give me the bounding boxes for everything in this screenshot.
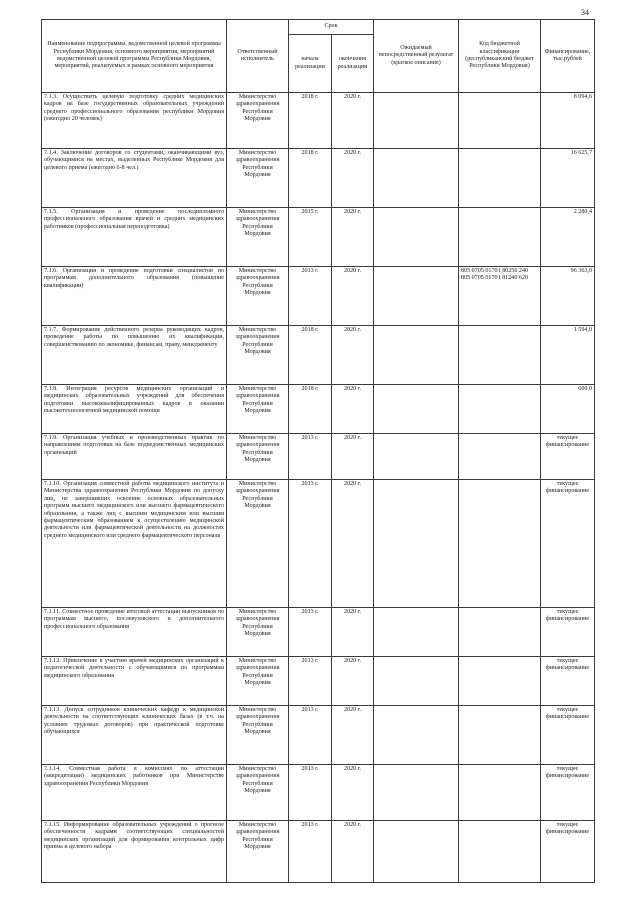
start-year: 2013 г. — [289, 821, 332, 883]
financing-amount: 600,0 — [541, 385, 595, 434]
budget-code — [459, 208, 541, 267]
budget-code — [459, 821, 541, 883]
expected-result — [374, 93, 459, 149]
header-term: Срок — [289, 20, 374, 35]
table-row — [42, 208, 595, 267]
header-end: окончания реализации — [332, 35, 374, 93]
budget-code — [459, 434, 541, 480]
activity-name: 7.1.6. Организация и проведение подготовки специалистов по программам дополнительного образования (повышение квалификации) — [42, 267, 227, 326]
financing-amount: текущее финансирование — [541, 706, 595, 765]
expected-result — [374, 765, 459, 821]
responsible-executor: Министерство здравоохранения Республики Мордовия — [227, 480, 289, 608]
table-row — [42, 385, 595, 434]
program-activities-table — [41, 19, 595, 883]
activity-name: 7.1.12. Привлечение к участию врачей медицинских организаций к педагогической деятельности с обучающимися по программам медицинского образования — [42, 657, 227, 706]
header-start: начала реализации — [289, 35, 332, 93]
end-year: 2020 г. — [332, 93, 374, 149]
expected-result — [374, 434, 459, 480]
financing-amount: текущее финансирование — [541, 480, 595, 608]
responsible-executor: Министерство здравоохранения Республики Мордовия — [227, 326, 289, 385]
activity-name: 7.1.3. Осуществить целевую подготовку средних медицинских кадров на базе государственных образовательных учреждений среднего профессионального образования республики Мордовия (ежегодно 20 человек) — [42, 93, 227, 149]
header-result: Ожидаемый непосредственный результат (краткое описание) — [374, 20, 459, 93]
header-responsible: Ответственный исполнитель — [227, 20, 289, 93]
financing-amount: текущее финансирование — [541, 657, 595, 706]
responsible-executor: Министерство здравоохранения Республики Мордовия — [227, 706, 289, 765]
end-year: 2020 г. — [332, 267, 374, 326]
responsible-executor: Министерство здравоохранения Республики Мордовия — [227, 821, 289, 883]
budget-code — [459, 385, 541, 434]
activity-name: 7.1.4. Заключение договоров со студентами, оканчивающими вуз, обучающимися на местах, выделенных Республике Мордовия для целевого приема (ежегодно 6-8 чел.) — [42, 149, 227, 208]
activity-name: 7.1.11. Совместное проведение итоговой аттестации выпускников по программам высшего, послевузовского и дополнительного профессионального образования — [42, 608, 227, 657]
responsible-executor: Министерство здравоохранения Республики Мордовия — [227, 385, 289, 434]
table-row — [42, 93, 595, 149]
end-year: 2020 г. — [332, 149, 374, 208]
budget-code — [459, 93, 541, 149]
start-year: 2018 г. — [289, 93, 332, 149]
financing-amount: 96 363,0 — [541, 267, 595, 326]
start-year: 2015 г. — [289, 208, 332, 267]
table-row — [42, 706, 595, 765]
responsible-executor: Министерство здравоохранения Республики Мордовия — [227, 765, 289, 821]
expected-result — [374, 149, 459, 208]
header-budget-code: Код бюджетной классификации (республиканский бюджет Республики Мордовия) — [459, 20, 541, 93]
end-year: 2020 г. — [332, 706, 374, 765]
expected-result — [374, 208, 459, 267]
table-row — [42, 480, 595, 608]
start-year: 2018 г. — [289, 385, 332, 434]
activity-name: 7.1.5. Организация и проведение последипломного профессионального образования врачей и средних медицинских работников (профессиональная переподготовка) — [42, 208, 227, 267]
header-financing: Финансирование, тыс.рублей — [541, 20, 595, 93]
start-year: 2013 г. — [289, 267, 332, 326]
end-year: 2020 г. — [332, 480, 374, 608]
table-row — [42, 608, 595, 657]
budget-code — [459, 608, 541, 657]
financing-amount: текущее финансирование — [541, 765, 595, 821]
financing-amount: 2 280,4 — [541, 208, 595, 267]
expected-result — [374, 326, 459, 385]
budget-code — [459, 480, 541, 608]
financing-amount: текущее финансирование — [541, 821, 595, 883]
budget-code: 805 0705 01701 80250 240 805 0705 01701 81240 620 — [459, 267, 541, 326]
responsible-executor: Министерство здравоохранения Республики Мордовия — [227, 657, 289, 706]
header-name: Наименование подпрограммы, ведомственной целевой программы Республики Мордовия, основного мероприятия, мероприятий ведомственной целевой программы Республики Мордовия, мероприятий, реализуемых в рамках основного мероприятия — [42, 20, 227, 93]
end-year: 2020 г. — [332, 385, 374, 434]
budget-code — [459, 657, 541, 706]
financing-amount: 16 625,7 — [541, 149, 595, 208]
expected-result — [374, 657, 459, 706]
start-year: 2013 г. — [289, 434, 332, 480]
end-year: 2020 г. — [332, 326, 374, 385]
responsible-executor: Министерство здравоохранения Республики Мордовия — [227, 93, 289, 149]
page-number: 34 — [581, 8, 589, 17]
end-year: 2020 г. — [332, 208, 374, 267]
responsible-executor: Министерство здравоохранения Республики Мордовия — [227, 608, 289, 657]
budget-code — [459, 326, 541, 385]
expected-result — [374, 385, 459, 434]
financing-amount: 1 594,0 — [541, 326, 595, 385]
responsible-executor: Министерство здравоохранения Республики Мордовия — [227, 149, 289, 208]
expected-result — [374, 267, 459, 326]
activity-name: 7.1.8. Интеграция ресурсов медицинских организаций и медицинских образовательных учреждений для обеспечения подготовки высококвалифицированных кадров в оказании высокотехнологичной медицинской помощи — [42, 385, 227, 434]
expected-result — [374, 608, 459, 657]
expected-result — [374, 480, 459, 608]
activity-name: 7.1.7. Формирование действенного резерва руководящих кадров, проведение работы по повышению их квалификации, совершенствованию по экономике, финансам, праву, менеджменту — [42, 326, 227, 385]
end-year: 2020 г. — [332, 821, 374, 883]
budget-code — [459, 765, 541, 821]
table-row — [42, 326, 595, 385]
start-year: 2013 г. — [289, 657, 332, 706]
activity-name: 7.1.15. Информирование образовательных учреждений о прогнозе обеспеченности кадрами соответствующих специальностей медицинских организаций для формирования контрольных цифр приема и целевого набора — [42, 821, 227, 883]
table-row — [42, 765, 595, 821]
start-year: 2013 г. — [289, 765, 332, 821]
end-year: 2020 г. — [332, 765, 374, 821]
activity-name: 7.1.10. Организация совместной работы медицинского института и Министерства здравоохранения Республики Мордовия по допуску лиц, не завершивших освоение основных образовательных программ высшего медицинского или высшего фармацевтического образования, а также лиц с высшим медицинским или высшим фармацевтическим образованием к осуществлению медицинской деятельности или фармацевтической деятельности на должностях среднего медицинского или среднего фармацевтического персонала — [42, 480, 227, 608]
expected-result — [374, 706, 459, 765]
start-year: 2018 г. — [289, 326, 332, 385]
financing-amount: 8 094,6 — [541, 93, 595, 149]
budget-code — [459, 149, 541, 208]
end-year: 2020 г. — [332, 657, 374, 706]
start-year: 2013 г. — [289, 480, 332, 608]
start-year: 2018 г. — [289, 149, 332, 208]
expected-result — [374, 821, 459, 883]
end-year: 2020 г. — [332, 608, 374, 657]
start-year: 2013 г. — [289, 706, 332, 765]
start-year: 2013 г. — [289, 608, 332, 657]
responsible-executor: Министерство здравоохранения Республики Мордовия — [227, 267, 289, 326]
table-row — [42, 657, 595, 706]
table-row — [42, 149, 595, 208]
responsible-executor: Министерство здравоохранения Республики Мордовия — [227, 434, 289, 480]
end-year: 2020 г. — [332, 434, 374, 480]
responsible-executor: Министерство здравоохранения Республики Мордовия — [227, 208, 289, 267]
activity-name: 7.1.13. Допуск сотрудников клинических кафедр к медицинской деятельности на соответствующих клинических базах (в т.ч. на условиях трудовых договоров) при практической подготовке обучающихся — [42, 706, 227, 765]
table-row — [42, 267, 595, 326]
table-row — [42, 434, 595, 480]
activity-name: 7.1.14. Совместная работа в комиссиях по аттестации (аккредитации) медицинских работников при Министерстве здравоохранения Республики Мордовия — [42, 765, 227, 821]
activity-name: 7.1.9. Организация учебных и производственных практик по направлениям подготовки на базе подведомственных медицинских организаций — [42, 434, 227, 480]
financing-amount: текущее финансирование — [541, 434, 595, 480]
budget-code — [459, 706, 541, 765]
table-row — [42, 821, 595, 883]
financing-amount: текущее финансирование — [541, 608, 595, 657]
